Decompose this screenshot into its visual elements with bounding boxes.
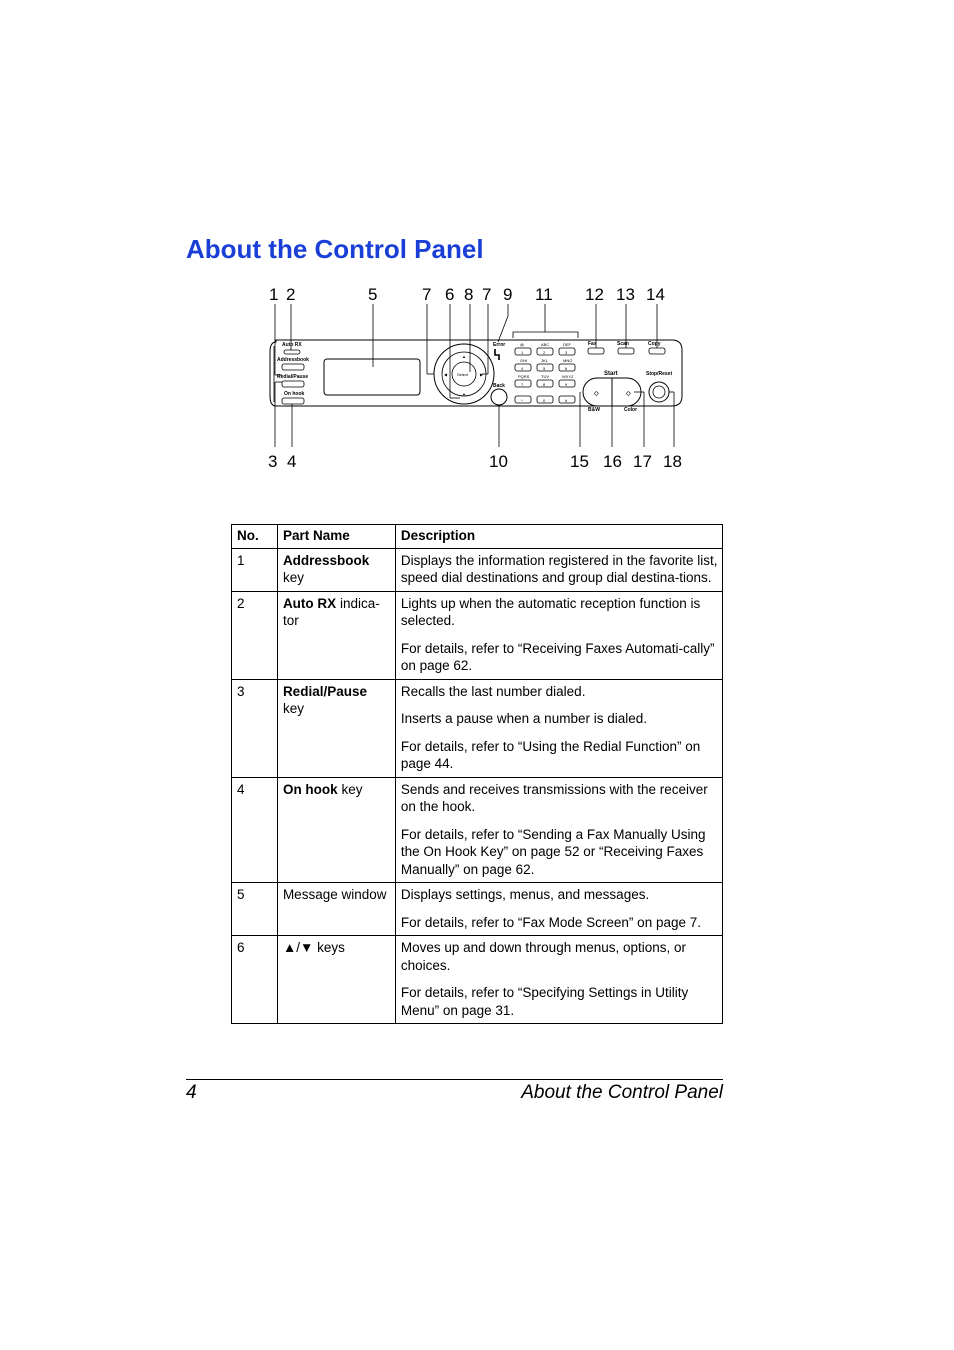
row-description: Displays the information registered in the favorite list, speed dial destinations and group dial destina-tions. [395,548,722,591]
callout-10: 10 [489,452,508,471]
row-part-name: On hook key [277,777,395,883]
fax-label: Fax [588,341,597,347]
fax-key [588,348,604,354]
callout-1: 1 [269,285,279,304]
callout-2: 2 [286,285,296,304]
svg-text:4: 4 [521,366,524,371]
footer-section-title: About the Control Panel [521,1082,723,1103]
callout-14: 14 [646,285,665,304]
keypad [515,342,575,403]
start-label: Start [604,371,618,377]
svg-text:◇: ◇ [594,391,599,397]
color-label: Color [624,407,638,413]
parts-table [231,524,723,1024]
auto-rx-label: Auto RX [282,342,302,348]
svg-text:▶: ▶ [480,372,484,377]
callout-7a: 7 [422,285,432,304]
back-label: Back [493,383,505,389]
svg-text:GHI: GHI [520,358,528,363]
callout-6: 6 [445,285,455,304]
table-header-row [232,525,723,549]
on-hook-key [282,398,304,404]
callout-13: 13 [616,285,635,304]
svg-text:PQRS: PQRS [518,374,530,379]
header-part-name: Part Name [277,525,395,549]
table-row [232,591,723,679]
callout-11: 11 [535,285,553,304]
svg-text:5: 5 [543,366,546,371]
svg-text:2: 2 [543,350,546,355]
callout-4: 4 [287,452,297,471]
svg-text:▲: ▲ [462,354,466,359]
on-hook-label: On hook [284,391,305,397]
error-icon [495,349,499,360]
select-label: Select [457,372,469,377]
table-row [232,548,723,591]
row-part-name: Redial/Pause key [277,679,395,777]
row-no: 4 [232,777,278,883]
scan-label: Scan [617,341,629,347]
svg-text:ABC: ABC [541,342,550,347]
row-no: 3 [232,679,278,777]
row-part-name: Addressbook key [277,548,395,591]
svg-text:9: 9 [565,382,568,387]
callouts-bottom [268,452,682,471]
header-no: No. [232,525,278,549]
row-description: Sends and receives transmissions with the receiver on the hook. For details, refer to “Sending a Fax Manually Using the On Hook Key” on page 52 or “Receiving Faxes Manually” on page 62. [395,777,722,883]
svg-text:*: * [521,398,523,403]
callout-17: 17 [633,452,652,471]
footer-rule [186,1079,723,1080]
table-row [232,883,723,936]
back-key [491,389,507,405]
row-part-name: Message window [277,883,395,936]
row-description: Moves up and down through menus, options, or choices. For details, refer to “Specifying Settings in Utility Menu” on page 31. [395,936,722,1024]
callout-5: 5 [368,285,378,304]
svg-text:8: 8 [543,382,546,387]
stop-reset-key [649,382,669,402]
stop-reset-label: Stop/Reset [646,371,673,377]
footer-page-number: 4 [186,1082,197,1103]
redial-pause-key [282,381,304,387]
table-row [232,936,723,1024]
row-no: 6 [232,936,278,1024]
auto-rx-indicator [284,350,300,354]
callout-7b: 7 [482,285,492,304]
callout-15: 15 [570,452,589,471]
svg-text:0: 0 [543,398,546,403]
svg-text:▼: ▼ [462,392,466,397]
svg-text:JKL: JKL [541,358,548,363]
table-row [232,777,723,883]
callout-8: 8 [464,285,474,304]
control-panel-diagram [262,282,690,474]
row-description: Lights up when the automatic reception function is selected. For details, refer to “Receiving Faxes Automati-cally” on page 62. [395,591,722,679]
svg-text:◇: ◇ [626,391,631,397]
row-no: 5 [232,883,278,936]
table-row [232,679,723,777]
addressbook-key [282,364,304,370]
error-label: Error [493,342,506,348]
control-panel-illustration [262,282,690,474]
svg-text:@.: @. [520,342,526,347]
callout-18: 18 [663,452,682,471]
copy-key [649,348,665,354]
row-part-name: Auto RX indica-tor [277,591,395,679]
svg-text:MNO: MNO [563,358,573,363]
svg-text:DEF: DEF [563,342,571,347]
callouts-top [269,285,665,304]
svg-text:#: # [565,398,568,403]
page-title: About the Control Panel [186,234,484,264]
row-part-name: ▲/▼ keys [277,936,395,1024]
row-description: Displays settings, menus, and messages. For details, refer to “Fax Mode Screen” on page 7. [395,883,722,936]
row-no: 2 [232,591,278,679]
svg-text:◀: ◀ [444,372,448,377]
callout-3: 3 [268,452,278,471]
svg-text:7: 7 [521,382,524,387]
row-description: Recalls the last number dialed. Inserts a pause when a number is dialed. For details, refer to “Using the Redial Function” on page 44. [395,679,722,777]
message-window [324,359,420,395]
svg-text:6: 6 [565,366,568,371]
header-description: Description [395,525,722,549]
callout-16: 16 [603,452,622,471]
svg-text:TUV: TUV [541,374,549,379]
svg-text:3: 3 [565,350,568,355]
row-no: 1 [232,548,278,591]
addressbook-label: Addressbook [277,357,309,363]
bw-label: B&W [588,407,600,413]
copy-label: Copy [648,341,661,347]
svg-text:WXYZ: WXYZ [562,374,574,379]
callout-12: 12 [585,285,604,304]
scan-key [618,348,634,354]
callout-9: 9 [503,285,513,304]
redial-pause-label: Redial/Pause [277,374,309,380]
svg-text:1: 1 [521,350,524,355]
